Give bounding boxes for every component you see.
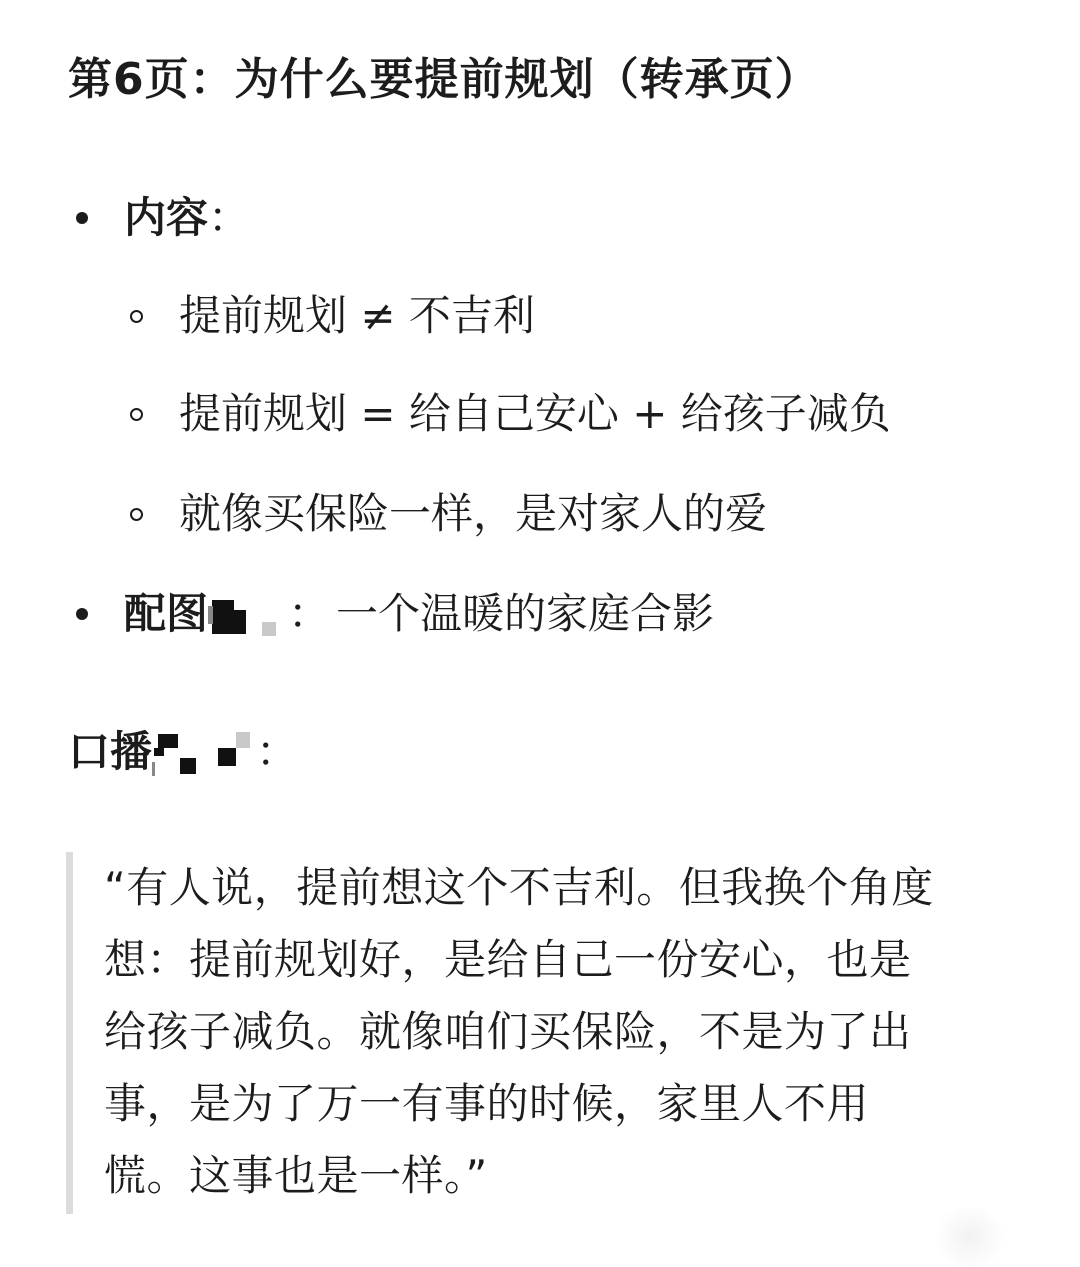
scroll-shadow [930,1207,1010,1267]
quote-line: 慌。这事也是一样。” [104,1151,488,1200]
voiceover-label: 口播 [68,727,153,776]
content-label: 内容 [124,193,209,242]
voiceover-colon: ： [256,727,299,776]
list-item [128,484,767,544]
content-bullet [68,188,250,248]
image-label: 配图 [124,589,209,638]
mosaic-redaction [208,592,288,636]
blockquote-bar [66,852,73,1214]
list-item [128,286,535,346]
list-item-text: 就像买保险一样，是对家人的爱 [179,489,768,538]
quote-line: “有人说，提前想这个不吉利。但我换个角度 [104,863,934,912]
page-title: 第6页：为什么要提前规划（转承页） [68,54,820,105]
list-item-text: 提前规划 = 给自己安心 + 给孩子减负 [179,389,891,438]
image-bullet [68,584,714,644]
hollow-bullet-icon [130,508,143,521]
bullet-dot-icon [76,212,88,224]
bullet-dot-icon [76,608,88,620]
hollow-bullet-icon [130,408,143,421]
list-item-text: 提前规划 ≠ 不吉利 [179,291,535,340]
content-colon: ： [208,193,251,242]
quote-line: 给孩子减负。就像咱们买保险，不是为了出 [104,1007,912,1056]
voiceover-heading [68,722,298,782]
image-description: 一个温暖的家庭合影 [336,589,715,638]
mosaic-redaction [152,722,256,782]
quote-line: 想：提前规划好，是给自己一份安心，也是 [104,935,912,984]
image-colon: ： [288,589,331,638]
quote-line: 事，是为了万一有事的时候，家里人不用 [104,1079,870,1128]
list-item [128,384,891,444]
hollow-bullet-icon [130,310,143,323]
